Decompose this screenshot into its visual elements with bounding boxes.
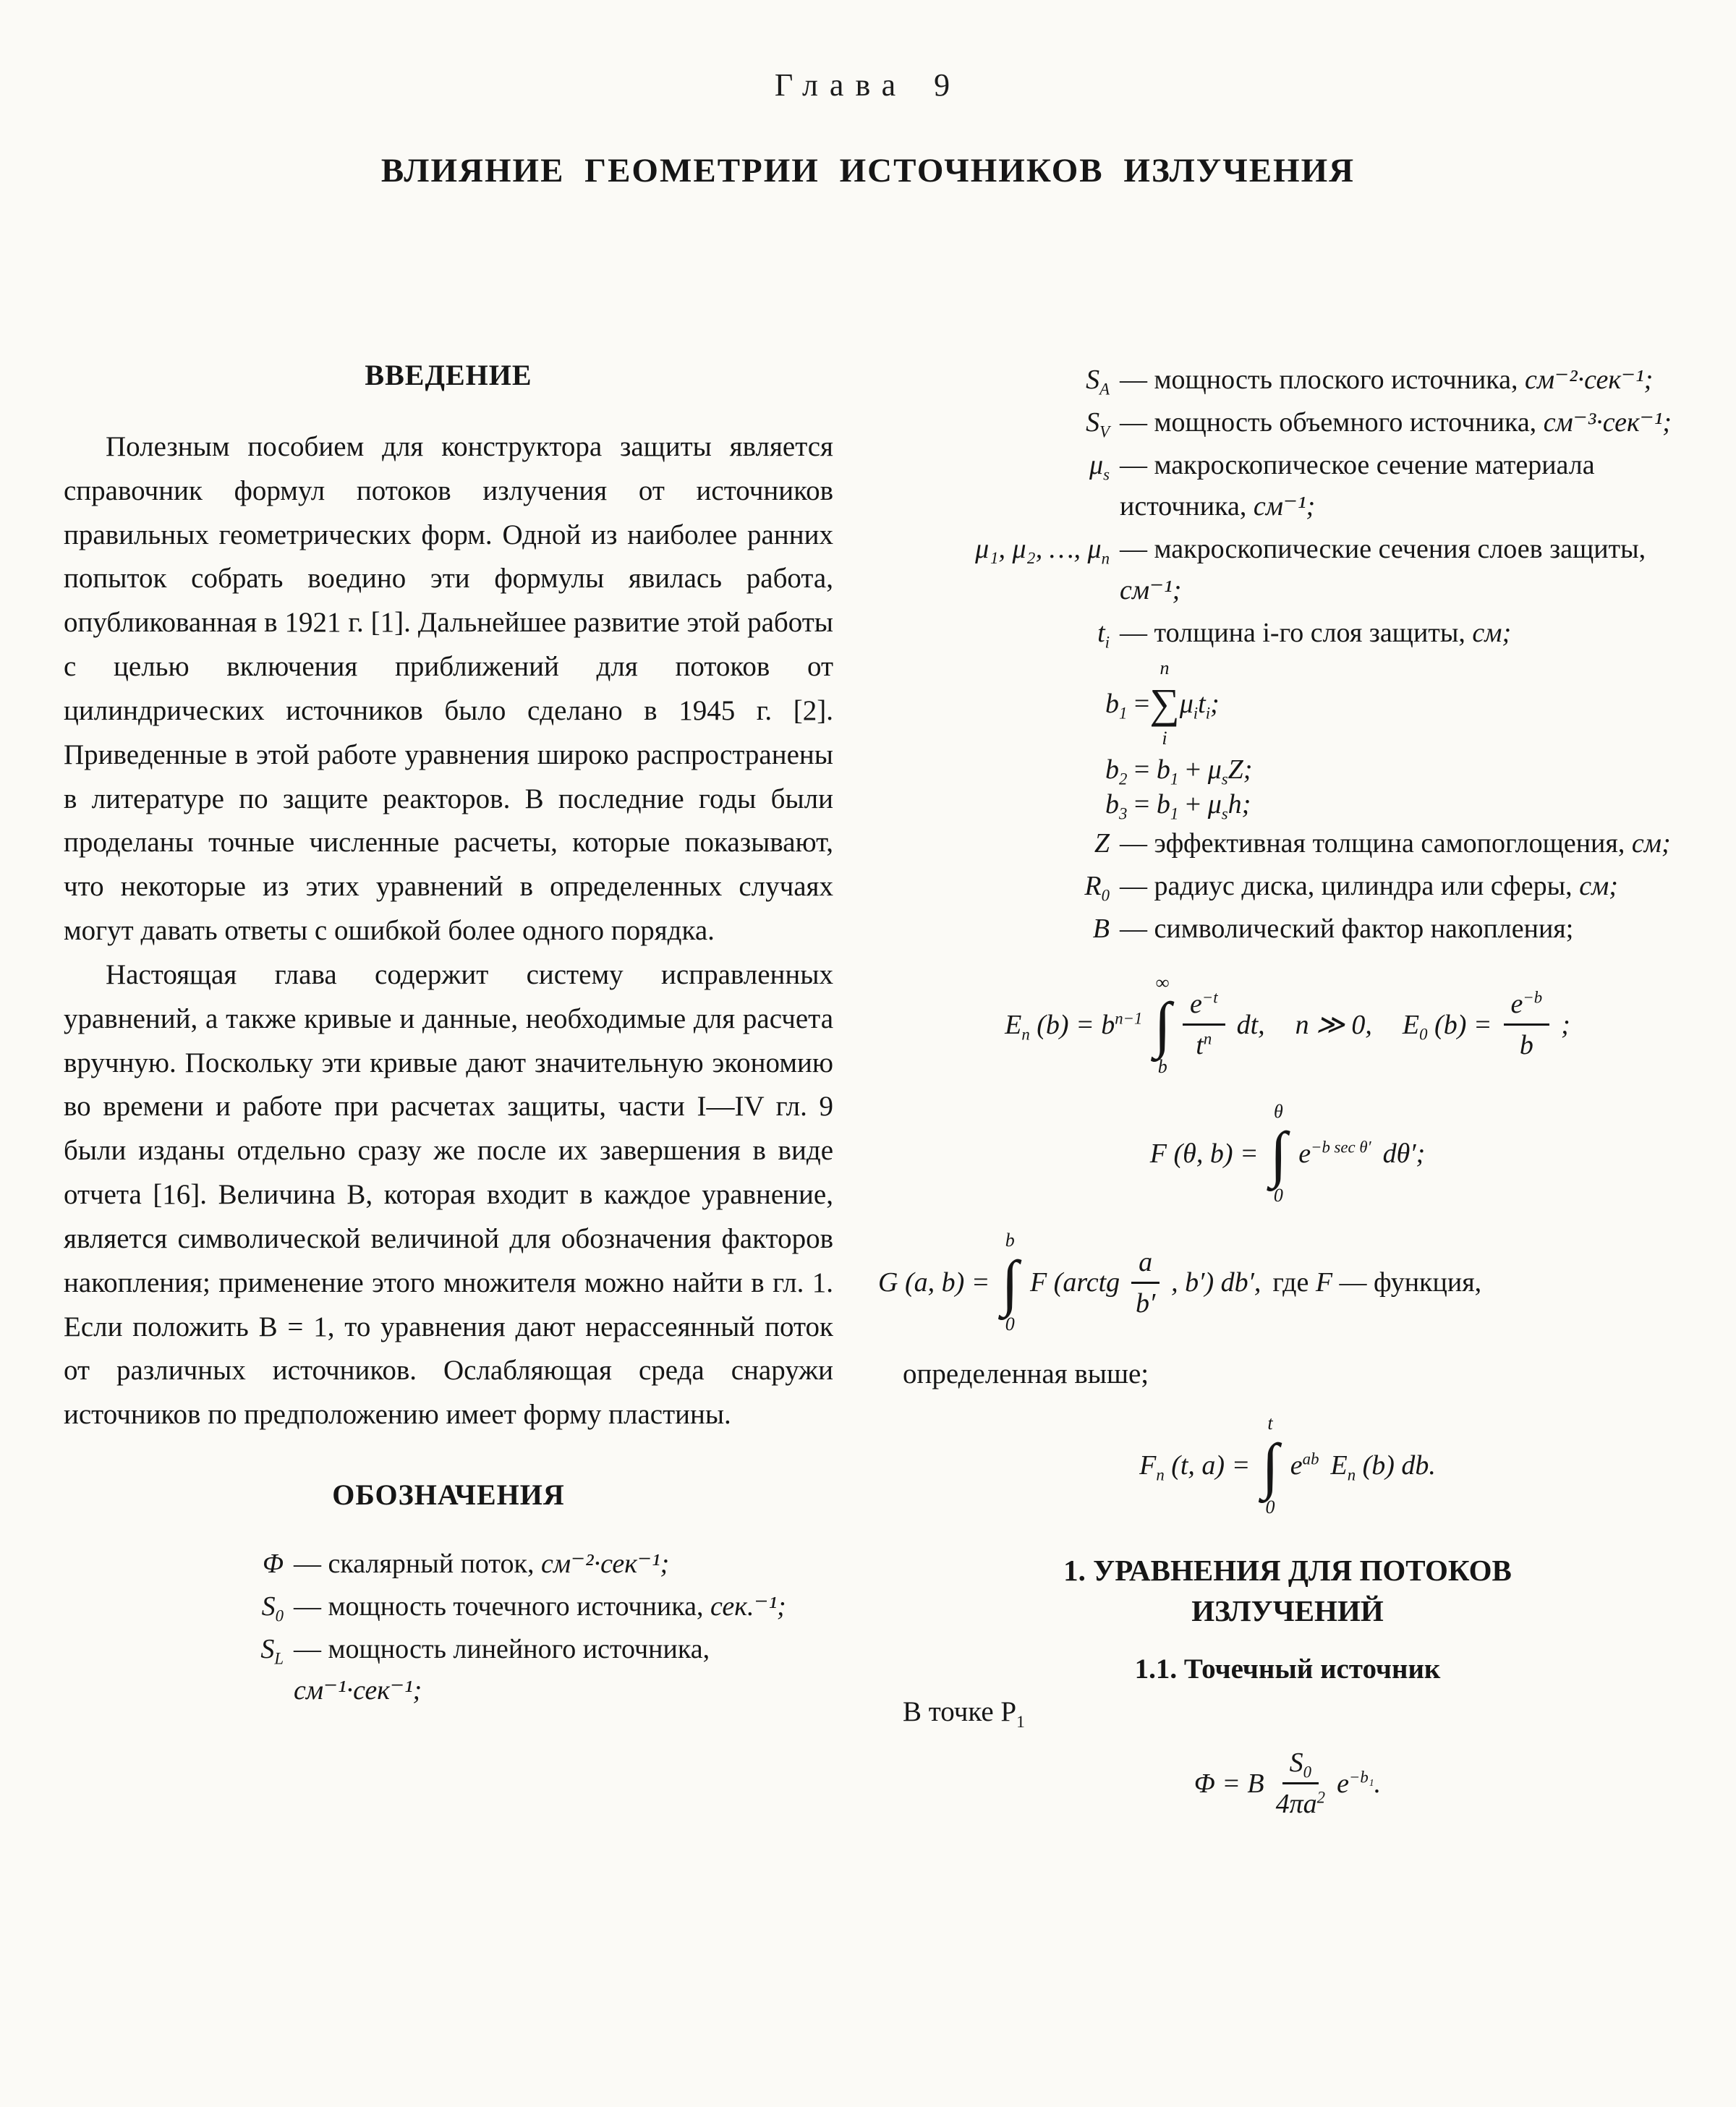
symbol: Φ (263, 1549, 284, 1580)
term: $E_n$ (b) db. (1330, 1450, 1436, 1484)
symbol-description: — символический фактор накопления; (1120, 913, 1574, 944)
symbol-description: — мощность плоского источника, см⁻²·сек⁻¹; (1120, 365, 1654, 395)
sum-sign: ∑ (1149, 679, 1180, 727)
integral-sign: ∫ (1269, 1118, 1288, 1188)
symbol-description: — мощность объемного источника, см⁻³·сек⁻¹; (1120, 407, 1672, 438)
definition-b2 (1105, 754, 1672, 786)
condition: n ≫ 0, (1295, 1010, 1372, 1041)
term: F (arctg (1029, 1267, 1120, 1298)
intro-paragraph-1: Полезным пособием для конструктора защиты является справочник формул потоков излучения от источников правильных геометрических форм. Одной из наиболее ранних попыток собрать воедино эти формулы явилась работа, опубликованная в 1921 г. [1]. Дальнейшее развитие этой работы с целью включения приближений для потоков от цилиндрических источников было сделано в 1945 г. [2]. Приведенные в этой работе уравнения широко распространены в литературе по защите реакторов. В последние годы были проделаны точные численные расчеты, которые показывают, что некоторые из этих уравнений в определенных случаях могут давать ответы с ошибкой более одного порядка. (64, 431, 833, 947)
term: $\mu_it_i$; (1179, 688, 1220, 723)
notation-item-ti (903, 613, 1672, 654)
integral-operator: t ∫ 0 (1261, 1413, 1279, 1518)
term: $F_n$ (t, a) = (1139, 1450, 1251, 1484)
term: G (a, b) = (878, 1267, 990, 1298)
integral-operator: b ∫ 0 (1001, 1230, 1018, 1335)
notation-list-right (903, 359, 1672, 654)
term: $E_n$ $(b) = b^{n-1}$ (1005, 1009, 1143, 1044)
notation-item-sl (104, 1629, 833, 1711)
term: $E_0$ (b) = (1402, 1009, 1492, 1044)
term: $e^{-b sec \theta'}$ (1298, 1138, 1371, 1170)
symbol: $S_V$ (1086, 407, 1110, 441)
chapter-label: Глава 9 (774, 67, 962, 103)
intro-paragraph-2: Настоящая глава содержит систему исправленных уравнений, а также кривые и данные, необходимые для расчета вручную. Поскольку эти кривые дают значительную экономию во времени и работе при расчетах защиты, части I—IV гл. 9 были изданы отдельно сразу же после их завершения в виде отчета [16]. Величина B, которая входит в каждое уравнение, является символической величиной для обозначения факторов накопления; применение этого множителя можно найти в гл. 1. Если положить B = 1, то уравнения дают нерассеянный поток от различных источников. Ослабляющая среда снаружи источников по предположению имеет форму пластины. (64, 958, 833, 1431)
symbol-description: — мощность точечного источника, сек.⁻¹; (294, 1591, 786, 1622)
symbol: $\mu_s$ (1089, 450, 1110, 484)
term: , b′) db′, (1171, 1267, 1261, 1298)
section-1-1-heading: 1.1. Точечный источник (1134, 1653, 1441, 1685)
symbol-description: — толщина i-го слоя защиты, см; (1120, 618, 1512, 648)
term: $e^{-b_1}$. (1337, 1767, 1382, 1799)
notation-item-b (903, 908, 1672, 950)
definition-b1 (1105, 657, 1672, 751)
notation-item-sv (903, 402, 1672, 443)
fraction: $\frac{a}{b'}$ (1131, 1246, 1160, 1319)
fraction: $\frac{e^{-b}}{b}$ (1504, 988, 1550, 1061)
formula-g (878, 1229, 1672, 1336)
term: $e^{ab}$ (1290, 1450, 1319, 1481)
term: dt, (1236, 1009, 1265, 1040)
formula-g-continuation: определенная выше; (903, 1358, 1149, 1390)
term: F (θ, b) = (1149, 1138, 1259, 1170)
symbol: $R_0$ (1084, 870, 1110, 905)
symbol: $S_A$ (1086, 365, 1110, 399)
notation-item-z (903, 823, 1672, 864)
integral-sign: ∫ (1154, 989, 1171, 1060)
symbol: $S_0$ (261, 1591, 284, 1625)
formula-phi-point-source (903, 1747, 1672, 1820)
integral-sign: ∫ (1001, 1247, 1018, 1317)
term: $b_3 = b_1 + \mu_sh$; (1105, 788, 1251, 823)
section-1-heading: 1. УРАВНЕНИЯ ДЛЯ ПОТОКОВ ИЗЛУЧЕНИЙ (1063, 1554, 1512, 1627)
notation-item-sa (903, 359, 1672, 401)
symbol-description: — радиус диска, цилиндра или сферы, см; (1120, 870, 1618, 901)
notation-item-mu-s (903, 445, 1672, 527)
symbol-description: — макроскопические сечения слоев защиты, см⁻¹; (1120, 534, 1646, 605)
symbol: $t_i$ (1097, 618, 1110, 652)
formula-en (903, 971, 1672, 1078)
notation-list-left (104, 1544, 833, 1711)
symbol-description: — мощность линейного источника, см⁻¹·сек⁻¹; (294, 1634, 710, 1706)
integral-sign: ∫ (1261, 1430, 1279, 1500)
symbol: $S_L$ (260, 1634, 284, 1668)
term: dθ′; (1382, 1138, 1426, 1170)
notation-heading: ОБОЗНАЧЕНИЯ (332, 1478, 565, 1512)
symbol-description: — эффективная толщина самопоглощения, см; (1120, 827, 1671, 859)
term: $b_2 = b_1 + \mu_sZ$; (1105, 754, 1253, 788)
notation-list-right-2 (903, 823, 1672, 950)
content-columns (0, 358, 1736, 1842)
right-column (878, 358, 1672, 1842)
fraction: $\frac{S_0}{4\pi a^2}$ (1275, 1748, 1326, 1820)
formula-fn (903, 1412, 1672, 1519)
left-column (64, 358, 833, 1713)
definition-b3 (1105, 788, 1672, 823)
term: Φ = B (1194, 1768, 1264, 1799)
fraction: $\frac{e^{-t}}{t^n}$ (1183, 988, 1225, 1061)
formula-f-theta (903, 1100, 1672, 1207)
symbol: μ₁, μ₂, …, $\mu_n$ (975, 534, 1110, 568)
intro-heading: ВВЕДЕНИЕ (365, 359, 532, 391)
term: ; (1561, 1009, 1570, 1040)
integral-operator: ∞ ∫ b (1154, 971, 1171, 1077)
symbol: Z (1094, 827, 1110, 859)
notation-item-s0 (104, 1586, 833, 1627)
point-source-lead: В точке $P_1$ (903, 1696, 1025, 1732)
notation-item-r0 (903, 866, 1672, 907)
integral-operator: θ ∫ 0 (1269, 1101, 1288, 1206)
notation-item-phi (104, 1544, 833, 1585)
symbol-description: — макроскопическое сечение материала источника, см⁻¹; (1120, 450, 1595, 522)
sum-operator: n ∑ i (1149, 657, 1180, 749)
term: $b_1$ = (1105, 688, 1150, 723)
symbol: B (1092, 913, 1110, 944)
notation-item-mu-layers (903, 529, 1672, 611)
where-clause: где F — функция, (1272, 1267, 1482, 1298)
page-title: ВЛИЯНИЕ ГЕОМЕТРИИ ИСТОЧНИКОВ ИЗЛУЧЕНИЯ (380, 152, 1356, 190)
symbol-description: — скалярный поток, см⁻²·сек⁻¹; (294, 1549, 670, 1580)
